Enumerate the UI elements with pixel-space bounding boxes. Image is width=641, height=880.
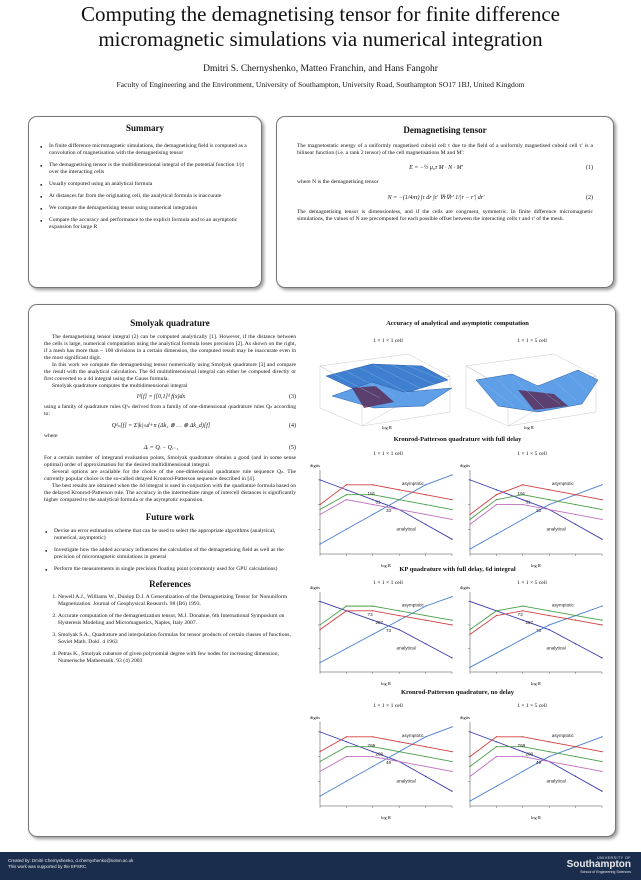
data-point bbox=[601, 538, 602, 539]
annotation-label: 73 bbox=[367, 612, 373, 617]
data-point bbox=[496, 489, 497, 490]
line-chart-kp-full-delay-1x1x1 bbox=[308, 458, 456, 570]
smolyak-paragraph-6: For a certain number of integrand evaluation points, Smolyak quadrature obtains a good (and in some sense optimal) order of approximation for the desired multidimensional integral. bbox=[44, 455, 296, 468]
smolyak-paragraph-2: In this work we compute the demagnetising tensor numerically using Smolyak quadrature [3] and compare the result with the analytical calculation. The 6d multidimensional integral can either be computed directly or first converted to a 4d integral using the Gauss formula. bbox=[44, 362, 296, 382]
smolyak-paragraph-4: using a family of quadrature rules Qᵈₙ derived from a family of one-dimensional quadrature rules Qₙ according to: bbox=[44, 404, 296, 417]
data-point bbox=[549, 751, 550, 752]
annotation-label: 73 bbox=[386, 628, 392, 633]
data-point bbox=[522, 484, 523, 485]
data-point bbox=[469, 766, 470, 767]
figure-caption-3: KP quadrature with full delay, 6d integral bbox=[399, 566, 516, 573]
demag-paragraph-2: where N is the demagnetising tensor bbox=[297, 179, 379, 185]
equation-2 bbox=[297, 194, 593, 201]
data-point bbox=[346, 605, 347, 606]
x-axis-label: log R bbox=[531, 815, 541, 820]
data-point bbox=[399, 610, 400, 611]
data-point bbox=[522, 499, 523, 500]
data-point bbox=[496, 756, 497, 757]
reference-item: 2. Accurate computation of the demagnetization tensor, M.J. Donahue, 6th International Symposium on Hysteresis Modeling and Micromagnetics, Naples, Italy 2007. bbox=[58, 613, 296, 627]
x-axis-label: log R bbox=[381, 563, 391, 568]
data-point bbox=[575, 615, 576, 616]
cell-label-left: 1 × 1 × 1 cell bbox=[373, 338, 403, 344]
smolyak-paragraph-5: where bbox=[44, 433, 58, 439]
demag-panel bbox=[276, 116, 614, 288]
annotation-label: 33 bbox=[386, 508, 392, 513]
data-point bbox=[469, 479, 470, 480]
data-point bbox=[425, 524, 426, 525]
y-axis-label: digits bbox=[310, 463, 321, 468]
data-point bbox=[601, 751, 602, 752]
data-point bbox=[451, 624, 452, 625]
data-point bbox=[346, 484, 347, 485]
data-point bbox=[549, 756, 550, 757]
data-point bbox=[496, 736, 497, 737]
annotation-label: 769 bbox=[367, 743, 376, 749]
list-item: ● We compute the demagnetising tensor using numerical integration bbox=[39, 205, 251, 212]
data-point bbox=[601, 499, 602, 500]
data-point bbox=[522, 504, 523, 505]
data-point bbox=[319, 751, 320, 752]
data-point bbox=[601, 771, 602, 772]
data-point bbox=[346, 741, 347, 742]
data-point bbox=[451, 726, 452, 727]
data-point bbox=[425, 494, 426, 495]
data-point bbox=[425, 484, 426, 485]
data-point bbox=[346, 610, 347, 611]
data-point bbox=[425, 756, 426, 757]
data-point bbox=[496, 741, 497, 742]
data-point bbox=[469, 514, 470, 515]
summary-list bbox=[39, 143, 251, 231]
y-axis-label: digits bbox=[460, 463, 471, 468]
annotation-label: 191 bbox=[367, 491, 376, 497]
smolyak-paragraph-8: The best results are obtained when the 4d integral is used in conjuction with the quadrature formula based on the delayed Kronrod-Patterson rule. The accuracy in the intermediate range of intercell distances is significantly higher compared to the analytical formula or the asymptotic expansion. bbox=[44, 483, 296, 503]
equation-3 bbox=[44, 394, 296, 400]
data-point bbox=[399, 499, 400, 500]
references-title: References bbox=[149, 579, 191, 589]
data-point bbox=[469, 548, 470, 549]
x-axis-label: log R bbox=[531, 563, 541, 568]
cell-label-right: 1 × 1 × 5 cell bbox=[517, 703, 547, 709]
line-chart-kp-no-delay-1x1x1 bbox=[308, 710, 456, 822]
figure-caption-2: Kronrod-Patterson quadrature with full delay bbox=[393, 436, 522, 443]
left-column bbox=[44, 318, 296, 670]
data-point bbox=[399, 761, 400, 762]
equation-1-number: (1) bbox=[586, 165, 593, 171]
poster-title bbox=[10, 2, 631, 52]
annotation-label: 769 bbox=[517, 743, 526, 749]
equation-2-body: N = −(1/4πτ) ∫τ dr ∫τ′ ∇r∇r′ 1/|r − r′| dr′ bbox=[387, 195, 485, 201]
data-point bbox=[372, 634, 373, 635]
data-point bbox=[522, 605, 523, 606]
data-point bbox=[469, 601, 470, 602]
data-point bbox=[372, 484, 373, 485]
data-point bbox=[575, 756, 576, 757]
data-point bbox=[451, 751, 452, 752]
data-point bbox=[346, 736, 347, 737]
data-point bbox=[399, 629, 400, 630]
series-line-asymptotic bbox=[470, 485, 602, 549]
data-point bbox=[522, 620, 523, 621]
title-line-2: micromagnetic simulations via numerical integration bbox=[98, 27, 543, 51]
equation-3-number: (3) bbox=[289, 394, 296, 400]
data-point bbox=[469, 800, 470, 801]
data-point bbox=[451, 538, 452, 539]
figure-caption-4: Kronrod-Patterson quadrature, no delay bbox=[400, 689, 515, 696]
data-point bbox=[469, 634, 470, 635]
data-point bbox=[522, 751, 523, 752]
data-point bbox=[425, 605, 426, 606]
data-point bbox=[346, 499, 347, 500]
data-point bbox=[601, 605, 602, 606]
series-line-asymptotic bbox=[470, 737, 602, 801]
data-point bbox=[601, 509, 602, 510]
list-item: ● At distances far from the originating cell, the analytical formula is inaccurate bbox=[39, 193, 251, 200]
list-item: ● The demagnetising tensor is the multidimensional integral of the potential function 1/|r| over the interacting cells bbox=[39, 162, 251, 176]
data-point bbox=[469, 756, 470, 757]
annotation-label: 209 bbox=[525, 751, 534, 757]
annotation-label: 287 bbox=[525, 620, 534, 625]
data-point bbox=[425, 620, 426, 621]
list-item: ● Investigate how the added accuracy influences the calculation of the demagnetising field as well as the precision of micromagnetic simulations in general bbox=[44, 547, 296, 561]
equation-1-body: E = −½ μ₀τ M · N · M′ bbox=[409, 165, 463, 171]
reference-item: 3. Smolyak S.A., Quadrature and interpolation formulas for tensor products of certain classes of functions, Soviet Math. Dokl. 4 1963 bbox=[58, 632, 296, 646]
data-point bbox=[399, 509, 400, 510]
data-point bbox=[346, 648, 347, 649]
data-point bbox=[372, 605, 373, 606]
annotation-label: asymptotic bbox=[551, 602, 574, 608]
x-axis-label: log R bbox=[531, 681, 541, 686]
surface-plot-1x1x1 bbox=[312, 346, 460, 430]
cell-label-left: 1 × 1 × 1 cell bbox=[373, 451, 403, 457]
data-point bbox=[372, 736, 373, 737]
smolyak-paragraph-3: Smolyak quadrature computes the multidimensional integral bbox=[52, 383, 188, 389]
data-point bbox=[319, 514, 320, 515]
annotation-label: asymptotic bbox=[401, 481, 424, 487]
annotation-label: 51 bbox=[375, 499, 381, 505]
cell-label-right: 1 × 1 × 5 cell bbox=[517, 451, 547, 457]
equation-2-number: (2) bbox=[586, 194, 593, 201]
data-point bbox=[549, 504, 550, 505]
annotation-label: asymptotic bbox=[551, 481, 574, 487]
annotation-label: 191 bbox=[517, 491, 526, 497]
cell-label-right: 1 × 1 × 5 cell bbox=[517, 580, 547, 586]
references-list bbox=[44, 594, 296, 665]
annotation-label: analytical bbox=[396, 778, 416, 784]
data-point bbox=[575, 746, 576, 747]
equation-4-number: (4) bbox=[289, 422, 296, 429]
line-chart-kp-no-delay-1x1x5 bbox=[458, 710, 606, 822]
data-point bbox=[399, 615, 400, 616]
data-point bbox=[319, 662, 320, 663]
equation-5 bbox=[44, 444, 296, 451]
data-point bbox=[425, 615, 426, 616]
data-point bbox=[372, 756, 373, 757]
reference-item: 1. Newell A.J., Williams W., Dunlop D.J. A Generalization of the Demagnetizing Tensor for Nonuniform Magnetization. Journal of Geophysical Research. 98 (B6) 1993. bbox=[58, 594, 296, 608]
data-point bbox=[575, 620, 576, 621]
equation-3-body: Iᵈ[f] = ∫[0,1]ᵈ f(x)dx bbox=[136, 394, 186, 400]
data-point bbox=[451, 519, 452, 520]
data-point bbox=[319, 624, 320, 625]
data-point bbox=[549, 615, 550, 616]
smolyak-paragraph-1: The demagnetising tensor integral (2) can be computed analytically [1]. However, if the distance between the cells is large, numerical computation using the analytical formula loses precision [2]. As shown on the right, if a mesh has more than ~ 100 divisions in a certain dimension, the computed result may be inaccurate even in the most significant digit. bbox=[44, 334, 296, 361]
series-line-191 bbox=[320, 485, 452, 505]
cell-label-right: 1 × 1 × 5 cell bbox=[517, 338, 547, 344]
series-line-769 bbox=[470, 737, 602, 757]
data-point bbox=[469, 667, 470, 668]
annotation-label: asymptotic bbox=[401, 733, 424, 739]
data-point bbox=[469, 524, 470, 525]
data-point bbox=[496, 615, 497, 616]
university-logo bbox=[567, 856, 631, 874]
list-item: ● Usually computed using an analytical formula bbox=[39, 181, 251, 188]
future-list bbox=[44, 528, 296, 573]
equation-1 bbox=[297, 165, 593, 171]
data-point bbox=[319, 509, 320, 510]
x-axis-label: log R bbox=[382, 425, 392, 430]
annotation-label: analytical bbox=[396, 526, 416, 532]
data-point bbox=[399, 620, 400, 621]
data-point bbox=[346, 494, 347, 495]
data-point bbox=[451, 509, 452, 510]
data-point bbox=[425, 514, 426, 515]
data-point bbox=[451, 771, 452, 772]
cell-label-left: 1 × 1 × 1 cell bbox=[373, 580, 403, 586]
equation-4 bbox=[44, 422, 296, 429]
annotation-label: analytical bbox=[546, 526, 566, 532]
data-point bbox=[451, 499, 452, 500]
annotation-label: analytical bbox=[546, 778, 566, 784]
annotation-label: 73 bbox=[536, 628, 542, 633]
data-point bbox=[319, 761, 320, 762]
figure-caption-1: Accuracy of analytical and asymptotic computation bbox=[386, 320, 529, 327]
data-point bbox=[319, 543, 320, 544]
y-axis-label: digits bbox=[310, 585, 321, 590]
data-point bbox=[496, 786, 497, 787]
data-point bbox=[549, 610, 550, 611]
annotation-label: 51 bbox=[525, 499, 531, 505]
data-point bbox=[425, 504, 426, 505]
data-point bbox=[319, 601, 320, 602]
annotation-label: 49 bbox=[386, 760, 392, 765]
data-point bbox=[496, 494, 497, 495]
list-item: ● Compare the accuracy and performance to the explicit formula and to an asymptotic expansion for large R bbox=[39, 217, 251, 231]
data-point bbox=[575, 766, 576, 767]
data-point bbox=[575, 643, 576, 644]
footer-line-2: This work was supported by the EPSRC. bbox=[8, 864, 88, 869]
data-point bbox=[319, 504, 320, 505]
data-point bbox=[601, 761, 602, 762]
data-point bbox=[346, 489, 347, 490]
data-point bbox=[601, 519, 602, 520]
y-axis-label: digits bbox=[460, 585, 471, 590]
data-point bbox=[601, 736, 602, 737]
data-point bbox=[549, 509, 550, 510]
data-point bbox=[346, 781, 347, 782]
data-point bbox=[451, 657, 452, 658]
data-point bbox=[469, 629, 470, 630]
data-point bbox=[319, 731, 320, 732]
footer-line-1: Created by: Dmitri Chernyshenko, d.chernyshenko@soton.ac.uk bbox=[8, 858, 134, 863]
x-axis-label: log R bbox=[524, 425, 534, 430]
data-point bbox=[522, 638, 523, 639]
data-point bbox=[549, 489, 550, 490]
logo-sub: School of Engineering Sciences bbox=[580, 870, 631, 874]
data-point bbox=[399, 751, 400, 752]
data-point bbox=[346, 746, 347, 747]
data-point bbox=[451, 790, 452, 791]
summary-title: Summary bbox=[126, 123, 164, 133]
data-point bbox=[451, 474, 452, 475]
data-point bbox=[601, 790, 602, 791]
annotation-label: asymptotic bbox=[401, 602, 424, 608]
footer-bar bbox=[0, 852, 641, 880]
data-point bbox=[399, 489, 400, 490]
list-item: ● Devise an error estimation scheme that can be used to select the appropriate algorithms (analytical, numerical, asymptotic) bbox=[44, 528, 296, 542]
data-point bbox=[575, 514, 576, 515]
smolyak-paragraph-7: Several options are available for the choice of the one-dimensional quadrature rule sequence Qₙ. The currently popular choice is the so-called delayed Kronrod-Patterson sequence described in [4]. bbox=[44, 469, 296, 482]
line-chart-kp-full-delay-1x1x5 bbox=[458, 458, 606, 570]
data-point bbox=[425, 766, 426, 767]
line-chart-kp-6d-1x1x1 bbox=[308, 580, 456, 688]
data-point bbox=[346, 529, 347, 530]
equation-5-body: Δᵢ = Qᵢ − Qᵢ₋₁ bbox=[143, 445, 179, 451]
data-point bbox=[372, 504, 373, 505]
data-point bbox=[469, 519, 470, 520]
data-point bbox=[575, 504, 576, 505]
data-point bbox=[451, 620, 452, 621]
x-axis-label: log R bbox=[381, 815, 391, 820]
data-point bbox=[496, 746, 497, 747]
footer-credits bbox=[8, 858, 133, 870]
data-point bbox=[496, 534, 497, 535]
data-point bbox=[372, 499, 373, 500]
data-point bbox=[496, 610, 497, 611]
data-point bbox=[575, 494, 576, 495]
data-point bbox=[469, 776, 470, 777]
future-title: Future work bbox=[145, 512, 195, 522]
x-axis-label: log R bbox=[381, 681, 391, 686]
annotation-label: asymptotic bbox=[551, 733, 574, 739]
data-point bbox=[451, 596, 452, 597]
data-point bbox=[469, 731, 470, 732]
data-point bbox=[601, 620, 602, 621]
cell-label-left: 1 × 1 × 1 cell bbox=[373, 703, 403, 709]
data-point bbox=[319, 795, 320, 796]
data-point bbox=[425, 746, 426, 747]
data-point bbox=[425, 736, 426, 737]
data-point bbox=[496, 652, 497, 653]
data-point bbox=[522, 736, 523, 737]
data-point bbox=[496, 504, 497, 505]
data-point bbox=[549, 499, 550, 500]
equation-5-number: (5) bbox=[289, 444, 296, 451]
series-line-287 bbox=[470, 606, 602, 630]
data-point bbox=[319, 629, 320, 630]
data-point bbox=[522, 519, 523, 520]
annotation-label: 33 bbox=[536, 508, 542, 513]
data-point bbox=[522, 771, 523, 772]
data-point bbox=[372, 514, 373, 515]
annotation-label: 287 bbox=[375, 620, 384, 625]
data-point bbox=[425, 643, 426, 644]
summary-panel bbox=[28, 116, 262, 288]
logo-top: UNIVERSITY OF bbox=[597, 856, 631, 860]
annotation-label: 49 bbox=[536, 760, 542, 765]
surface-plot-1x1x5 bbox=[458, 346, 606, 430]
affiliation: Faculty of Engineering and the Environment, University of Southampton, University Road, Southampton SO17 1BJ, United Kingdom bbox=[116, 80, 525, 89]
annotation-label: 209 bbox=[375, 751, 384, 757]
demag-paragraph-1: The magnetostatic energy of a uniformly magnetised cuboid cell τ due to the field of a uniformly magnetised cuboid cell τ′ is a bilinear function (i.e. a rank 2 tensor) of the cell magnetisations M and M′: bbox=[297, 143, 593, 156]
data-point bbox=[601, 624, 602, 625]
list-item: ● In finite difference micromagnetic simulations, the demagnetising field is computed as a convolution of magnetisation with the demagnetising tensor bbox=[39, 143, 251, 157]
y-axis-label: digits bbox=[460, 715, 471, 720]
data-point bbox=[372, 620, 373, 621]
data-point bbox=[522, 756, 523, 757]
data-point bbox=[496, 499, 497, 500]
data-point bbox=[549, 741, 550, 742]
smolyak-title: Smolyak quadrature bbox=[130, 318, 210, 328]
data-point bbox=[346, 756, 347, 757]
data-point bbox=[425, 776, 426, 777]
logo-name: Southampton bbox=[566, 859, 631, 870]
authors: Dmitri S. Chernyshenko, Matteo Franchin, and Hans Fangohr bbox=[203, 64, 438, 74]
line-chart-kp-6d-1x1x5 bbox=[458, 580, 606, 688]
data-point bbox=[451, 761, 452, 762]
data-point bbox=[549, 629, 550, 630]
annotation-label: analytical bbox=[546, 645, 566, 651]
reference-item: 4. Petras K., Smolyak cubature of given polynomial degree with few nodes for increasing dimension, Numerische Mathematik. 93 (4) 2003 bbox=[58, 651, 296, 665]
data-point bbox=[549, 761, 550, 762]
data-point bbox=[372, 766, 373, 767]
list-item: ● Perform the measurements in single precision floating point (commonly used for GPU calculations) bbox=[44, 566, 296, 573]
annotation-label: analytical bbox=[396, 645, 416, 651]
data-point bbox=[575, 776, 576, 777]
data-point bbox=[399, 741, 400, 742]
data-point bbox=[601, 484, 602, 485]
data-point bbox=[549, 624, 550, 625]
data-point bbox=[601, 657, 602, 658]
data-point bbox=[372, 751, 373, 752]
title-line-1: Computing the demagnetising tensor for finite difference bbox=[81, 2, 560, 26]
annotation-label: 73 bbox=[517, 612, 523, 617]
y-axis-label: digits bbox=[310, 715, 321, 720]
demag-paragraph-3: The demagnetising tensor is dimensionless, and if the cells are congruent, symmetric. In finite difference micromagnetic simulations, the values of N are precomputed for each possible offset between the interacting cells τ and τ′ of the mesh. bbox=[297, 209, 593, 222]
demag-title: Demagnetising tensor bbox=[403, 125, 487, 135]
data-point bbox=[575, 524, 576, 525]
equation-4-body: Qᵈₙ[f] = Σ|k|≤d+n (Δk₁ ⊗ … ⊗ Δk_d)[f] bbox=[111, 423, 211, 429]
data-point bbox=[319, 479, 320, 480]
data-point bbox=[319, 771, 320, 772]
